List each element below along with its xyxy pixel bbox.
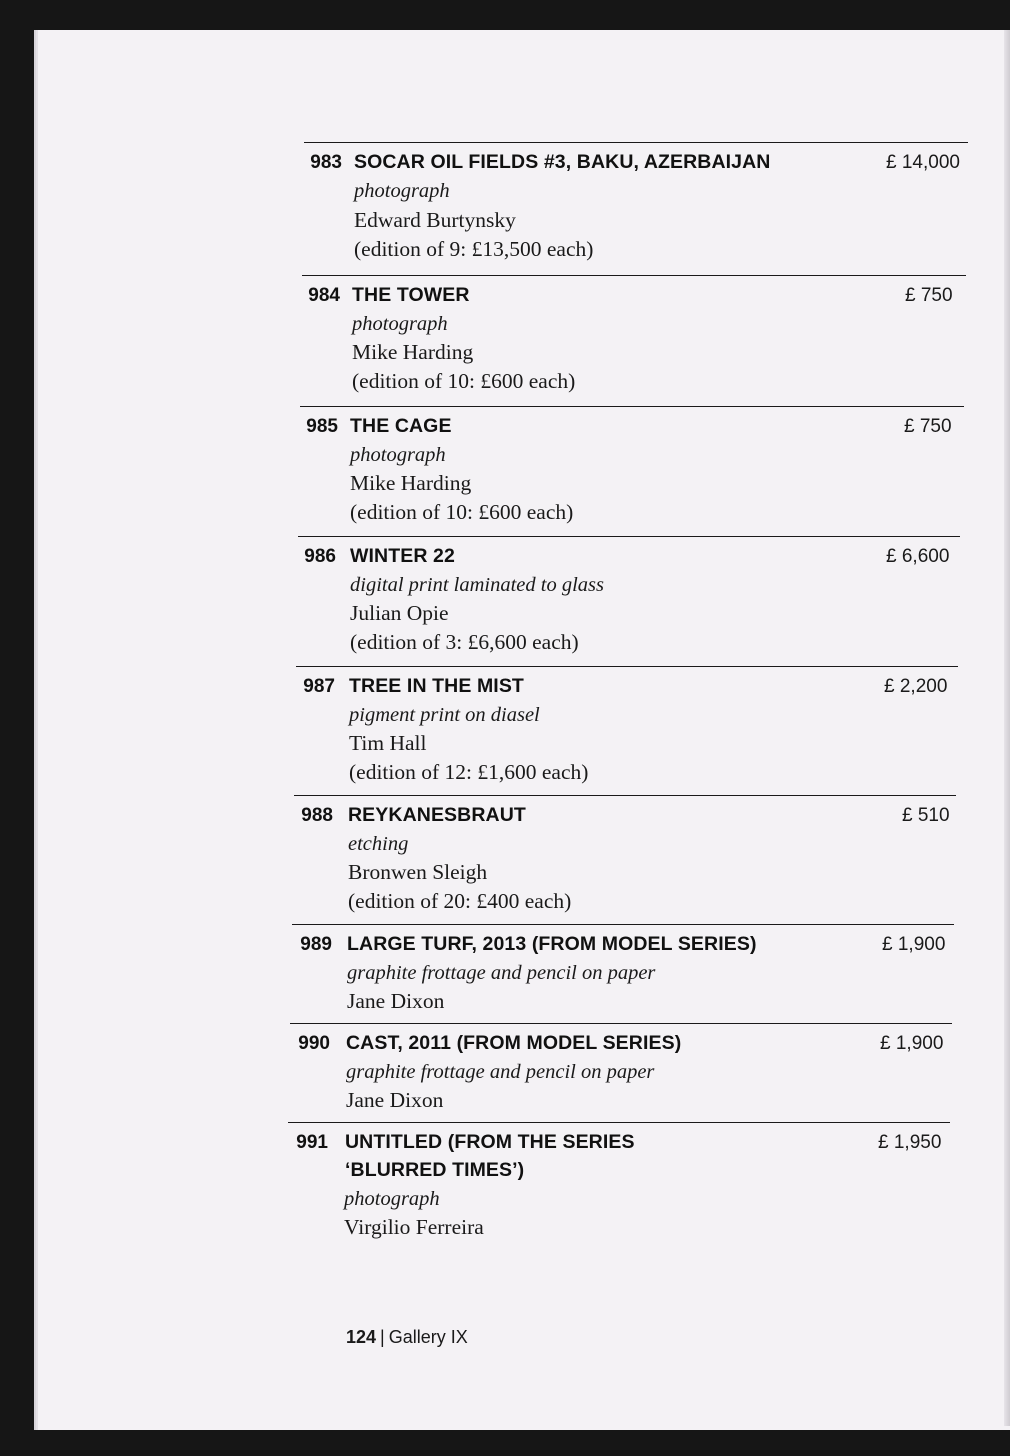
artwork-title: SOCAR OIL FIELDS #3, BAKU, AZERBAIJAN (354, 151, 771, 173)
section-name: Gallery IX (388, 1327, 468, 1347)
divider (296, 666, 958, 667)
edition-info: (edition of 10: £600 each) (350, 500, 574, 524)
medium: photograph (354, 180, 450, 202)
price: £ 1,950 (878, 1132, 942, 1153)
medium: etching (348, 833, 409, 855)
artist-name: Bronwen Sleigh (348, 860, 488, 884)
artist-name: Mike Harding (352, 340, 474, 364)
edition-info: (edition of 10: £600 each) (352, 369, 576, 393)
lot-number: 987 (303, 676, 335, 697)
artist-name: Tim Hall (349, 731, 427, 755)
price: £ 750 (904, 416, 952, 437)
divider (294, 795, 956, 796)
lot-number: 988 (301, 805, 333, 826)
price: £ 510 (902, 805, 950, 826)
price: £ 6,600 (886, 546, 950, 567)
medium: photograph (352, 313, 448, 335)
lot-number: 985 (306, 416, 338, 437)
price: £ 1,900 (880, 1033, 944, 1054)
medium: pigment print on diasel (349, 704, 540, 726)
price: £ 1,900 (882, 934, 946, 955)
page-number: 124 (346, 1327, 377, 1347)
title-line: ‘BLURRED TIMES’) (345, 1159, 525, 1181)
lot-number: 986 (304, 546, 336, 567)
medium: photograph (344, 1188, 440, 1210)
artist-name: Jane Dixon (346, 1088, 444, 1112)
artwork-title: THE CAGE (350, 415, 452, 437)
price: £ 750 (905, 285, 953, 306)
lot-number: 989 (300, 934, 332, 955)
divider (298, 536, 960, 537)
price: £ 2,200 (884, 676, 948, 697)
artist-name: Virgilio Ferreira (344, 1215, 484, 1239)
lot-number: 984 (308, 285, 340, 306)
artist-name: Julian Opie (350, 601, 449, 625)
edition-info: (edition of 3: £6,600 each) (350, 630, 579, 654)
artwork-title: LARGE TURF, 2013 (FROM MODEL SERIES) (347, 933, 757, 955)
divider (304, 142, 968, 143)
divider (290, 1023, 952, 1024)
edition-info: (edition of 9: £13,500 each) (354, 237, 594, 261)
lot-number: 991 (296, 1132, 328, 1153)
price: £ 14,000 (886, 152, 960, 173)
medium: graphite frottage and pencil on paper (347, 962, 656, 984)
catalogue-page (38, 30, 1010, 1430)
page-footer (346, 1327, 468, 1348)
medium: digital print laminated to glass (350, 574, 604, 596)
edition-info: (edition of 20: £400 each) (348, 889, 572, 913)
medium: graphite frottage and pencil on paper (346, 1061, 655, 1083)
medium: photograph (350, 444, 446, 466)
divider (288, 1122, 950, 1123)
edition-info: (edition of 12: £1,600 each) (349, 760, 589, 784)
artwork-title: THE TOWER (352, 284, 470, 306)
footer-separator: | (380, 1327, 385, 1347)
artist-name: Edward Burtynsky (354, 208, 516, 232)
artwork-title: WINTER 22 (350, 545, 455, 567)
artwork-title: CAST, 2011 (FROM MODEL SERIES) (346, 1032, 682, 1054)
page-edge (1004, 30, 1010, 1426)
artist-name: Mike Harding (350, 471, 472, 495)
title-line: UNTITLED (FROM THE SERIES (345, 1131, 635, 1153)
divider (302, 275, 966, 276)
lot-number: 983 (310, 152, 342, 173)
lot-number: 990 (298, 1033, 330, 1054)
divider (300, 406, 964, 407)
artwork-title (345, 1128, 635, 1184)
artwork-title: REYKANESBRAUT (348, 804, 526, 826)
artist-name: Jane Dixon (347, 989, 445, 1013)
artwork-title: TREE IN THE MIST (349, 675, 524, 697)
divider (292, 924, 954, 925)
